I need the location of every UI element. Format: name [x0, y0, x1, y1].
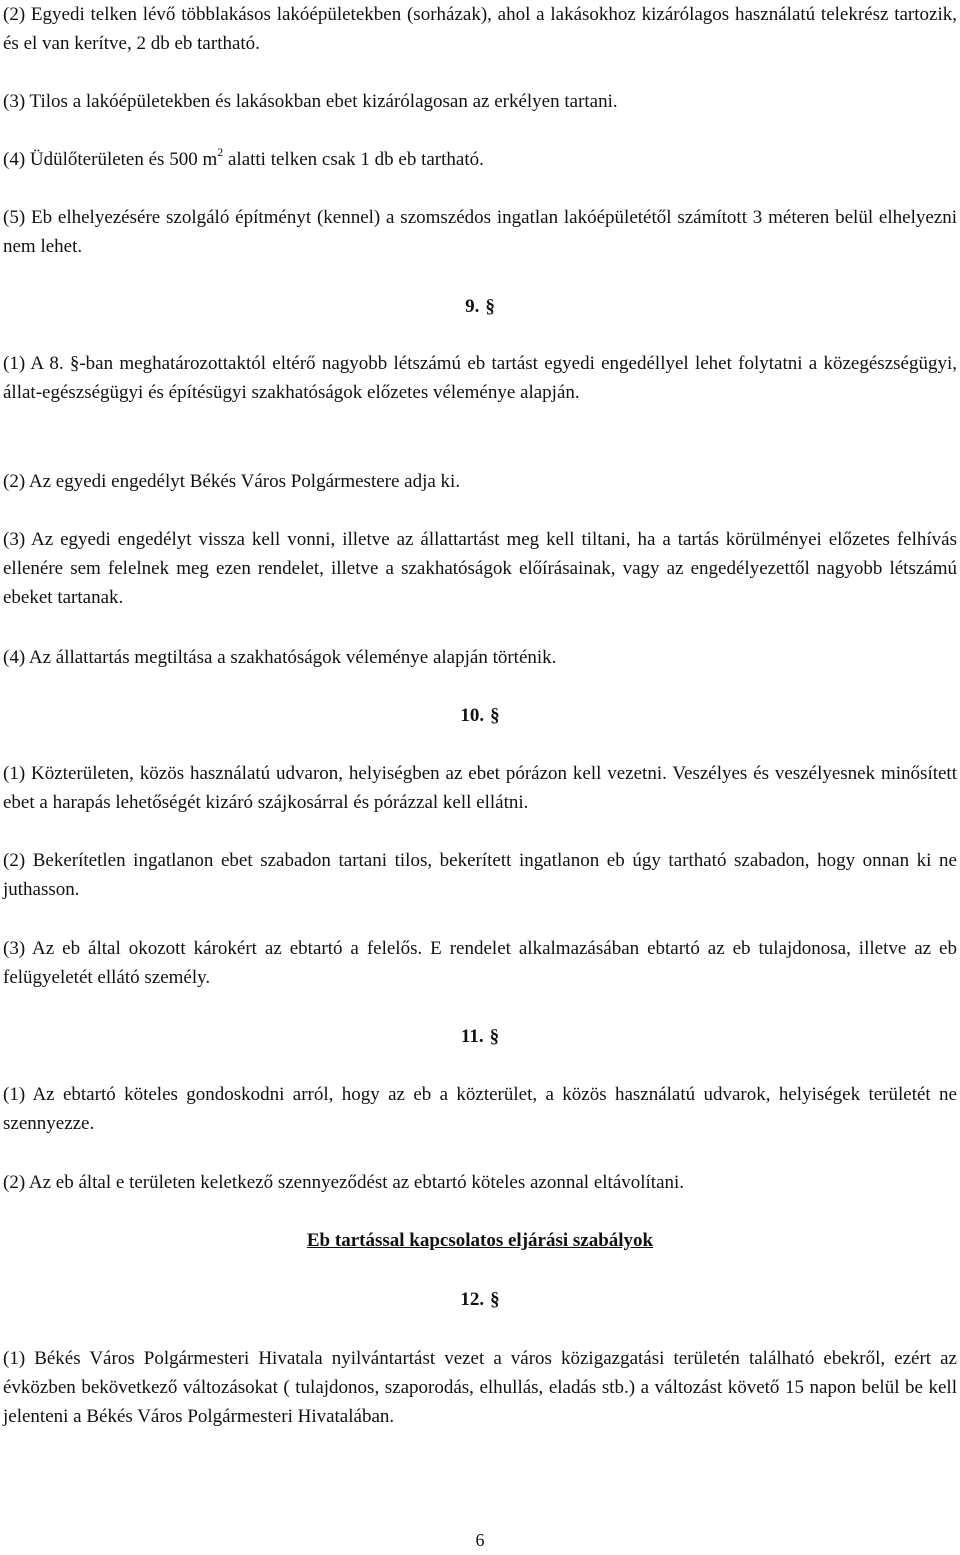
paragraph: (3) Az egyedi engedélyt vissza kell vonni, illetve az állattartást meg kell tiltani, ha a tartás körülményei előzetes felhívás ellenére sem felelnek meg ezen rendelet, illetve a szakhatóságok előírásainak, vagy az engedélyezettől nagyobb létszámú ebeket tartanak. [3, 529, 957, 608]
paragraph: (1) Békés Város Polgármesteri Hivatala nyilvántartást vezet a város közigazgatási területén található ebekről, ezért az évközben bekövetkező változásokat ( tulajdonos, szaporodás, elhullás, eladás stb.) a változást követő 15 napon belül be kell jelenteni a Békés Város Polgármesteri Hivatalában. [3, 1348, 957, 1427]
paragraph: (2) Az eb által e területen keletkező szennyeződést az ebtartó köteles azonnal eltávolítani. [3, 1172, 685, 1193]
paragraph: (1) Közterületen, közös használatú udvaron, helyiségben az ebet pórázon kell vezetni. Veszélyes és veszélyesnek minősített ebet a harapás lehetőségét kizáró szájkosárral és pórázzal kell ellátni. [3, 763, 957, 813]
paragraph: (4) Az állattartás megtiltása a szakhatóságok véleménye alapján történik. [3, 647, 557, 668]
paragraph: (2) Egyedi telken lévő többlakásos lakóépületekben (sorházak), ahol a lakásokhoz kizárólagos használatú telekrész tartozik, és el van kerítve, 2 db eb tartható. [3, 4, 957, 54]
section-sign: § [490, 705, 500, 726]
section-number: 9. [465, 296, 480, 317]
section-heading [3, 701, 957, 730]
chapter-title [3, 1226, 957, 1255]
section-sign: § [489, 1026, 500, 1047]
paragraph: (2) Bekerítetlen ingatlanon ebet szabadon tartani tilos, bekerített ingatlanon eb úgy tartható szabadon, hogy onnan ki ne juthasson. [3, 850, 957, 900]
section-sign: § [485, 296, 495, 317]
section-heading [3, 1285, 957, 1314]
page-number: 6 [475, 1530, 485, 1550]
superscript: 2 [217, 144, 224, 159]
section-number: 11. [460, 1026, 484, 1047]
paragraph [3, 145, 957, 174]
paragraph: (3) Tilos a lakóépületekben és lakásokban ebet kizárólagosan az erkélyen tartani. [3, 91, 618, 112]
chapter-title-text: Eb tartással kapcsolatos eljárási szabályok [306, 1230, 654, 1251]
paragraph-text: alatti telken csak 1 db eb tartható. [223, 149, 484, 170]
paragraph: (2) Az egyedi engedélyt Békés Város Polgármestere adja ki. [3, 471, 461, 492]
paragraph: (3) Az eb által okozott károkért az ebtartó a felelős. E rendelet alkalmazásában ebtartó az eb tulajdonosa, illetve az eb felügyeletét ellátó személy. [3, 938, 957, 988]
paragraph: (1) Az ebtartó köteles gondoskodni arról, hogy az eb a közterület, a közös használatú udvarok, helyiségek területét ne szennyezze. [3, 1084, 957, 1134]
section-sign: § [490, 1289, 500, 1310]
paragraph: (1) A 8. §-ban meghatározottaktól eltérő nagyobb létszámú eb tartást egyedi engedéllyel lehet folytatni a közegészségügyi, állat-egészségügyi és építésügyi szakhatóságok előzetes véleménye alapján. [3, 353, 957, 403]
section-number: 10. [460, 705, 485, 726]
paragraph-text: (4) Üdülőterületen és 500 m [3, 149, 218, 170]
section-number: 12. [460, 1289, 485, 1310]
paragraph: (5) Eb elhelyezésére szolgáló építményt (kennel) a szomszédos ingatlan lakóépületétől számított 3 méteren belül elhelyezni nem lehet. [3, 207, 957, 257]
section-heading [3, 1022, 957, 1051]
section-heading [3, 292, 957, 321]
